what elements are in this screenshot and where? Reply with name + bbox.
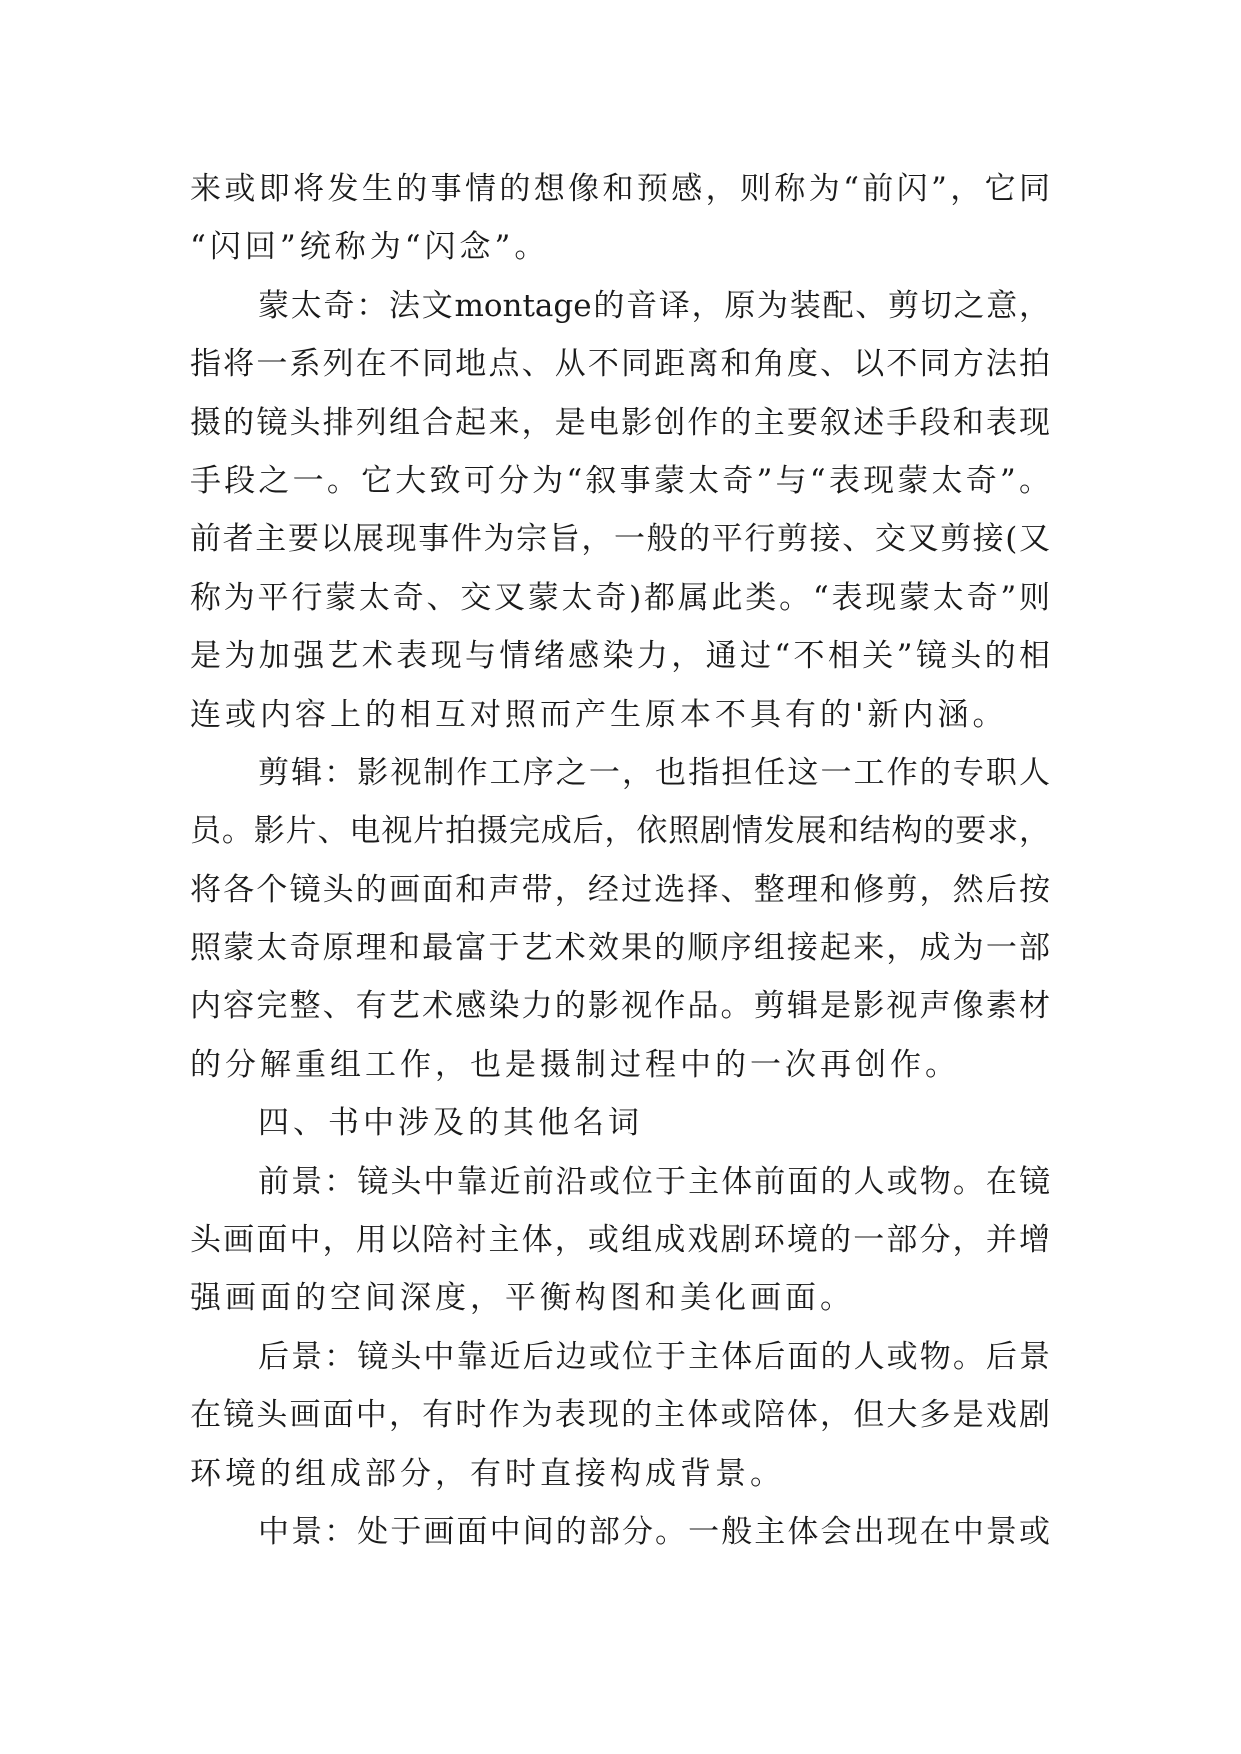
paragraph-first-line: 后景：镜头中靠近后边或位于主体后面的人或物。后景: [258, 1338, 1050, 1375]
text-line: 头画面中，用以陪衬主体，或组成戏剧环境的一部分，并增: [190, 1222, 1050, 1259]
paragraph-first-line: 中景：处于画面中间的部分。一般主体会出现在中景或: [258, 1513, 1050, 1550]
text-line: 摄的镜头排列组合起来，是电影创作的主要叙述手段和表现: [190, 404, 1050, 441]
text-line: 手段之一。它大致可分为“叙事蒙太奇”与“表现蒙太奇”。: [190, 462, 1050, 499]
paragraph-first-line: 剪辑：影视制作工序之一，也指担任这一工作的专职人: [258, 754, 1050, 791]
text-line: 在镜头画面中，有时作为表现的主体或陪体，但大多是戏剧: [190, 1397, 1050, 1434]
text-line: 前者主要以展现事件为宗旨，一般的平行剪接、交叉剪接(又: [190, 521, 1050, 558]
text-line: 是为加强艺术表现与情绪感染力，通过“不相关”镜头的相: [190, 638, 1050, 675]
text-line: 来或即将发生的事情的想像和预感，则称为“前闪”，它同: [190, 171, 1050, 207]
text-line: 强画面的空间深度，平衡构图和美化画面。: [190, 1280, 855, 1317]
text-line: 将各个镜头的画面和声带，经过选择、整理和修剪，然后按: [190, 871, 1050, 908]
text-line: 内容完整、有艺术感染力的影视作品。剪辑是影视声像素材: [190, 988, 1050, 1025]
text-line: “闪回”统称为“闪念”。: [190, 229, 550, 266]
text-line: 的分解重组工作，也是摄制过程中的一次再创作。: [190, 1046, 960, 1083]
paragraph-first-line: 蒙太奇：法文montage的音译，原为装配、剪切之意，: [258, 287, 1050, 324]
text-line: 称为平行蒙太奇、交叉蒙太奇)都属此类。“表现蒙太奇”则: [190, 579, 1050, 616]
text-line: 环境的组成部分，有时直接构成背景。: [190, 1455, 785, 1492]
paragraph-first-line: 四、书中涉及的其他名词: [258, 1105, 643, 1142]
body-text: [190, 160, 1050, 1561]
paragraph-first-line: 前景：镜头中靠近前沿或位于主体前面的人或物。在镜: [258, 1163, 1050, 1200]
text-line: 连或内容上的相互对照而产生原本不具有的'新内涵。: [190, 696, 1008, 733]
text-line: 指将一系列在不同地点、从不同距离和角度、以不同方法拍: [190, 346, 1050, 383]
text-line: 照蒙太奇原理和最富于艺术效果的顺序组接起来，成为一部: [190, 930, 1050, 967]
text-line: 员。影片、电视片拍摄完成后，依照剧情发展和结构的要求，: [190, 813, 1050, 850]
